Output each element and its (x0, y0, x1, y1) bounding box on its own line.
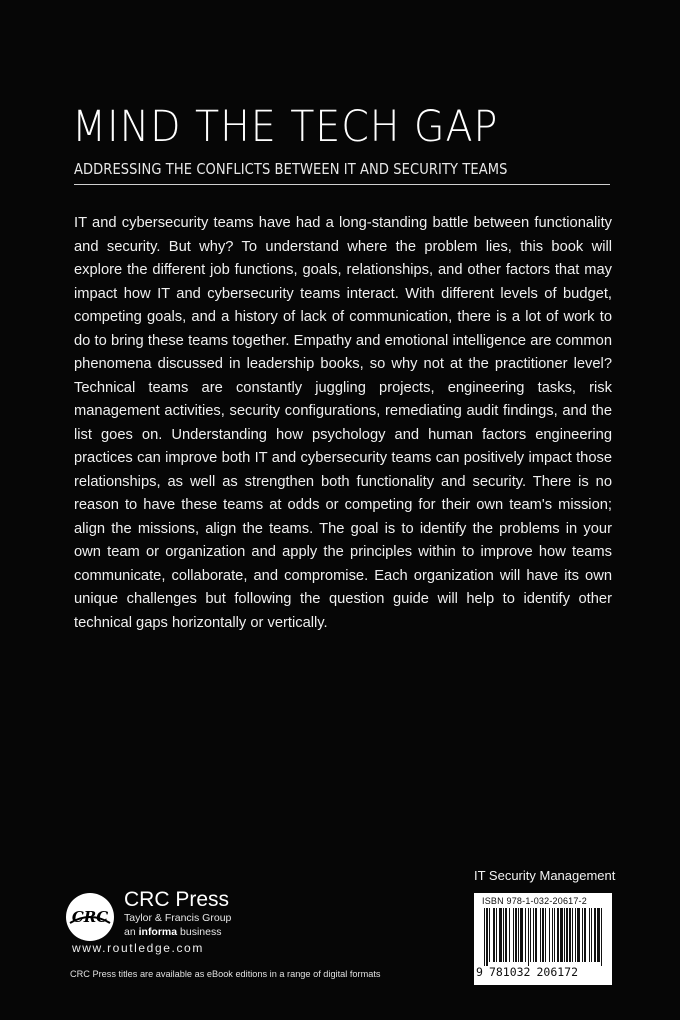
barcode-bar (530, 908, 531, 962)
barcode-bar (515, 908, 517, 962)
barcode-bar (505, 908, 507, 962)
barcode-bar (594, 908, 596, 962)
barcode-bar (540, 908, 541, 962)
ebook-availability-note: CRC Press titles are available as eBook editions in a range of digital formats (70, 969, 381, 979)
barcode-bar (572, 908, 573, 962)
barcode-bar (597, 908, 600, 962)
barcode-bar (575, 908, 576, 962)
barcode-bar (520, 908, 523, 962)
barcode-bar (518, 908, 519, 962)
isbn-label: ISBN 978-1-032-20617-2 (482, 896, 587, 906)
barcode-bar (542, 908, 544, 962)
business-prefix: an (124, 926, 136, 938)
barcode-bar (535, 908, 537, 962)
crc-press-logo (66, 893, 114, 941)
isbn-barcode (474, 893, 612, 985)
barcode-bar (509, 908, 510, 962)
barcode-bar (601, 908, 602, 966)
book-title: MIND THE TECH GAP (72, 102, 499, 152)
barcode-bar (591, 908, 592, 962)
barcode-bar (493, 908, 495, 962)
barcode-bar (564, 908, 565, 962)
barcode-bar (560, 908, 563, 962)
barcode-bar (499, 908, 502, 962)
business-name: informa (138, 926, 178, 938)
barcode-bar (489, 908, 490, 962)
publisher-website[interactable]: www.routledge.com (72, 941, 204, 955)
barcode-bar (569, 908, 571, 962)
publisher-group: Taylor & Francis Group (124, 912, 232, 924)
book-description: IT and cybersecurity teams have had a long-standing battle between functionality and security. But why? To understand where the problem lies, this book will explore the different job functions, goals, relationships, and other factors that may impact how IT and cybersecurity teams interact. With different levels of budget, competing goals, and a history of lack of communication, there is a lot of work to do to bring these teams together. Empathy and emotional intelligence are common phenomena discussed in leadership books, so why not at the practitioner level? Technical teams are constantly juggling projects, engineering tasks, risk management activities, security configurations, remediating audit findings, and the list goes on. Understanding how psychology and human factors engineering practices can improve both IT and cybersecurity teams can positively impact those relationships, as well as strengthen both functionality and security. There is no reason to have these teams at odds or competing for their own team's mission; align the missions, align the teams. The goal is to identify the problems in your own team or organization and apply the principles within to improve how teams communicate, collaborate, and compromise. Each organization will have its own unique challenges but following the question guide will help to identify other technical gaps horizontally or vertically. (74, 215, 612, 631)
barcode-bar (589, 908, 590, 962)
barcode-bar (552, 908, 553, 962)
barcode-bar (545, 908, 546, 962)
barcode-digits-left: 781032 (488, 965, 531, 979)
title-divider (74, 184, 610, 185)
barcode-bar (496, 908, 497, 962)
business-suffix: business (180, 926, 222, 938)
barcode-bars (484, 908, 602, 966)
barcode-bar (566, 908, 568, 962)
barcode-bar (503, 908, 504, 962)
barcode-bar (582, 908, 583, 962)
barcode-bar (513, 908, 514, 962)
barcode-digit-lead: 9 (476, 965, 483, 979)
barcode-bar (528, 908, 529, 966)
barcode-digits-right: 206172 (536, 965, 579, 979)
barcode-bar (584, 908, 586, 962)
barcode-bar (577, 908, 580, 962)
publisher-name: CRC Press (124, 888, 230, 911)
barcode-bar (484, 908, 485, 966)
barcode-bar (554, 908, 555, 962)
barcode-bar (533, 908, 534, 962)
barcode-bar (557, 908, 559, 962)
barcode-bar (486, 908, 488, 966)
subject-category: IT Security Management (474, 868, 616, 883)
barcode-digits (476, 965, 610, 979)
publisher-business-line (124, 926, 222, 938)
crc-logo-icon (66, 893, 114, 941)
crc-logo-text: CRC (71, 908, 109, 926)
book-subtitle: ADDRESSING THE CONFLICTS BETWEEN IT AND SECURITY TEAMS (74, 160, 508, 178)
barcode-bar (525, 908, 526, 962)
barcode-bar (549, 908, 550, 962)
